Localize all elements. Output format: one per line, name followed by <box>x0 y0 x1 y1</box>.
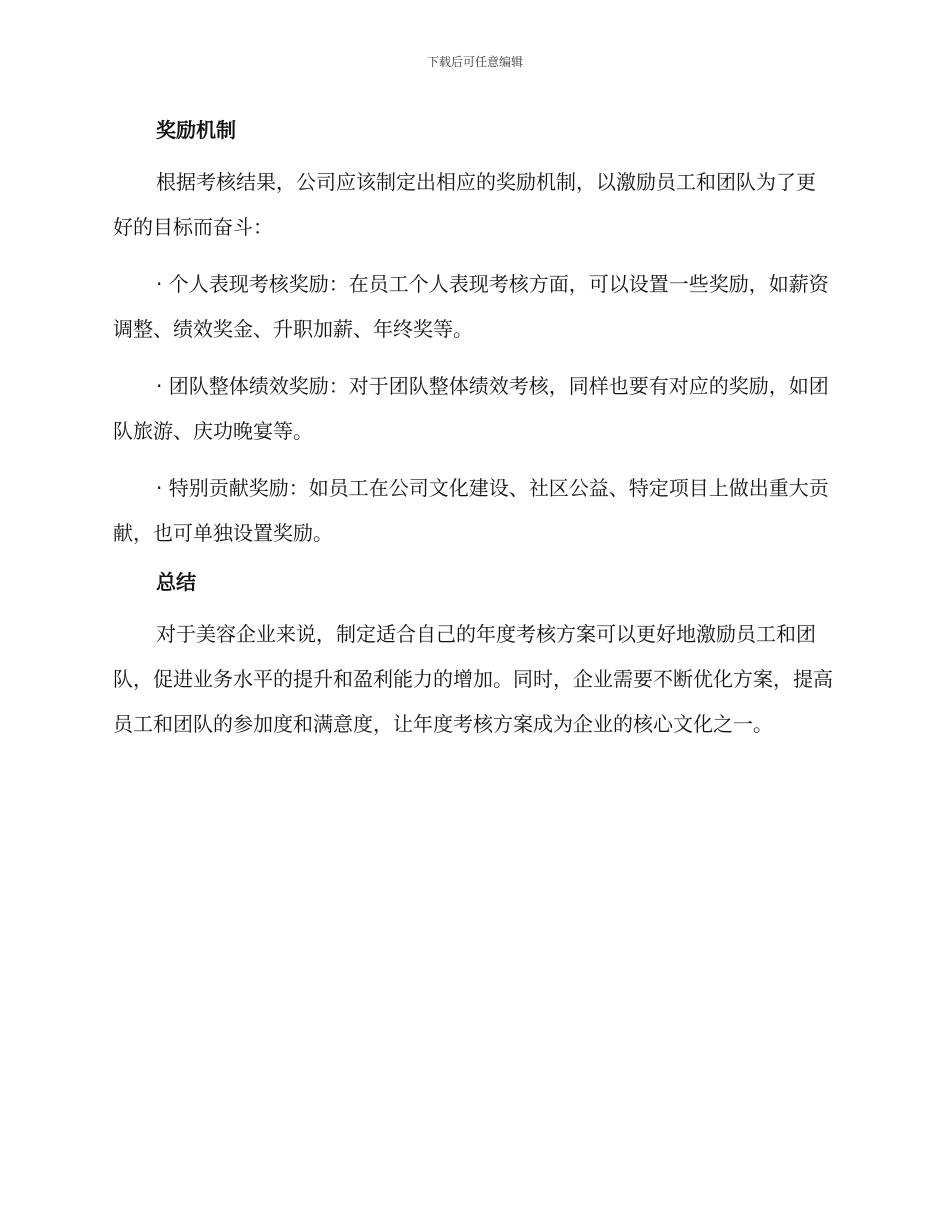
bullet-paragraph: · 团队整体绩效奖励：对于团队整体绩效考核，同样也要有对应的奖励，如团队旅游、庆功晚宴等。 <box>113 374 829 443</box>
bullet-paragraph: · 特别贡献奖励：如员工在公司文化建设、社区公益、特定项目上做出重大贡献，也可单独设置奖励。 <box>113 476 829 545</box>
page-header-note: 下载后可任意编辑 <box>426 55 523 69</box>
document-body <box>113 116 833 759</box>
section-heading: 奖励机制 <box>156 118 236 142</box>
section-summary <box>113 568 833 747</box>
bullet-paragraph: · 个人表现考核奖励：在员工个人表现考核方面，可以设置一些奖励，如薪资调整、绩效奖金、升职加薪、年终奖等。 <box>113 272 829 341</box>
paragraph: 根据考核结果，公司应该制定出相应的奖励机制，以激励员工和团队为了更好的目标而奋斗： <box>113 170 816 239</box>
paragraph: 对于美容企业来说，制定适合自己的年度考核方案可以更好地激励员工和团队，促进业务水平的提升和盈利能力的增加。同时，企业需要不断优化方案，提高员工和团队的参加度和满意度，让年度考核方案成为企业的核心文化之一。 <box>113 622 833 736</box>
section-heading: 总结 <box>156 570 196 594</box>
section-rewards <box>113 116 833 556</box>
